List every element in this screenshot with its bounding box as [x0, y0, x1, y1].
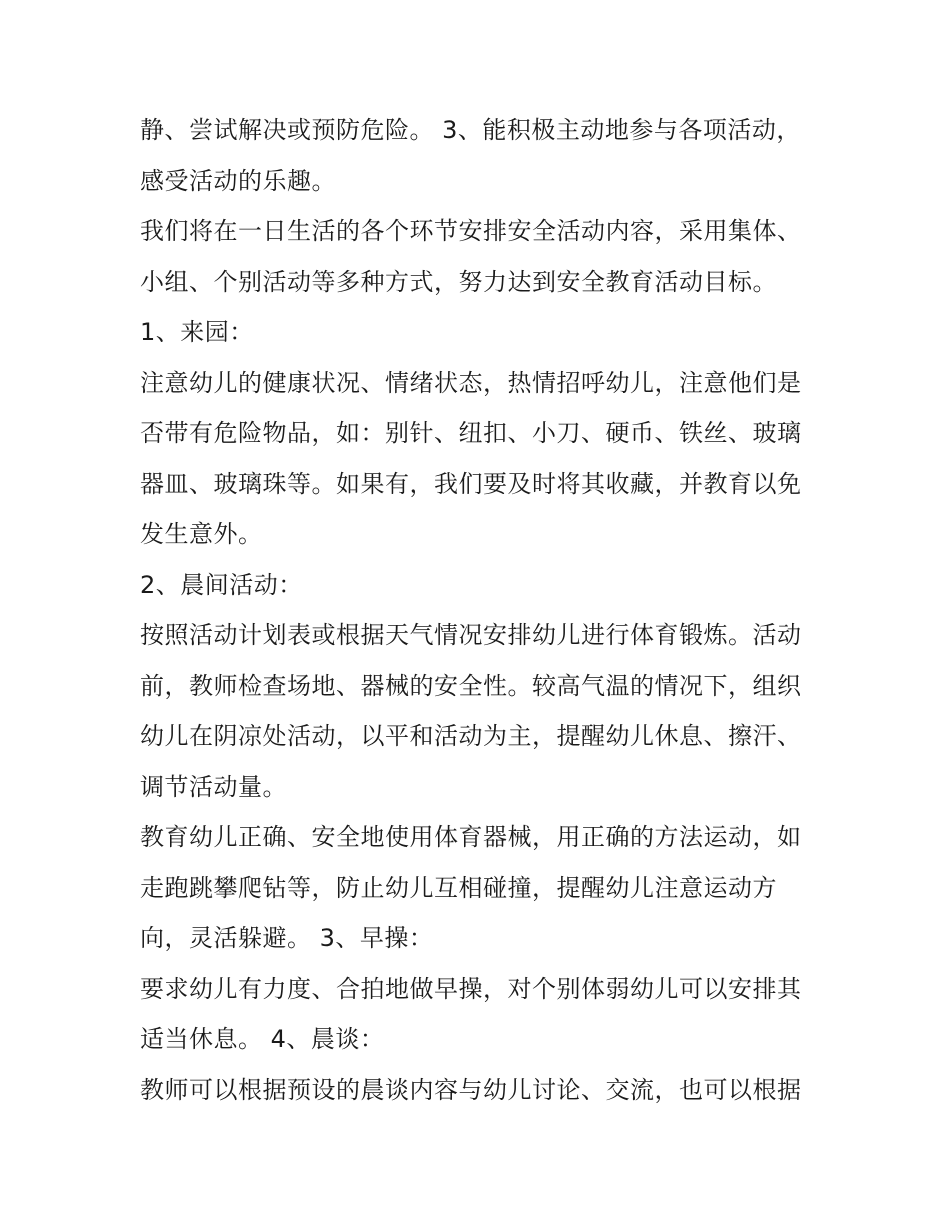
text-line: 走跑跳攀爬钻等，防止幼儿互相碰撞，提醒幼儿注意运动方 [140, 874, 777, 902]
text-line: 教师可以根据预设的晨谈内容与幼儿讨论、交流，也可以根据 [140, 1076, 802, 1104]
text-line: 静、尝试解决或预防危险。 3、能积极主动地参与各项活动， [140, 116, 801, 144]
section-heading: 1、来园： [140, 318, 254, 346]
text-line: 按照活动计划表或根据天气情况安排幼儿进行体育锻炼。活动 [140, 621, 802, 649]
text-line: 我们将在一日生活的各个环节安排安全活动内容，采用集体、 [140, 217, 802, 245]
text-line: 适当休息。 4、晨谈： [140, 1025, 385, 1053]
section-heading: 2、晨间活动： [140, 571, 303, 599]
text-line: 小组、个别活动等多种方式，努力达到安全教育活动目标。 [140, 268, 777, 296]
text-line: 发生意外。 [140, 520, 263, 548]
text-line: 注意幼儿的健康状况、情绪状态，热情招呼幼儿，注意他们是 [140, 369, 802, 397]
text-line: 调节活动量。 [140, 773, 287, 801]
text-line: 感受活动的乐趣。 [140, 167, 336, 195]
text-line: 器皿、玻璃珠等。如果有，我们要及时将其收藏，并教育以免 [140, 470, 802, 498]
text-line: 教育幼儿正确、安全地使用体育器械，用正确的方法运动，如 [140, 823, 802, 851]
text-line: 幼儿在阴凉处活动，以平和活动为主，提醒幼儿休息、擦汗、 [140, 722, 802, 750]
text-line: 否带有危险物品，如：别针、纽扣、小刀、硬币、铁丝、玻璃 [140, 419, 802, 447]
text-line: 向，灵活躲避。 3、早操： [140, 924, 434, 952]
text-line: 要求幼儿有力度、合拍地做早操，对个别体弱幼儿可以安排其 [140, 975, 802, 1003]
text-line: 前，教师检查场地、器械的安全性。较高气温的情况下，组织 [140, 672, 802, 700]
